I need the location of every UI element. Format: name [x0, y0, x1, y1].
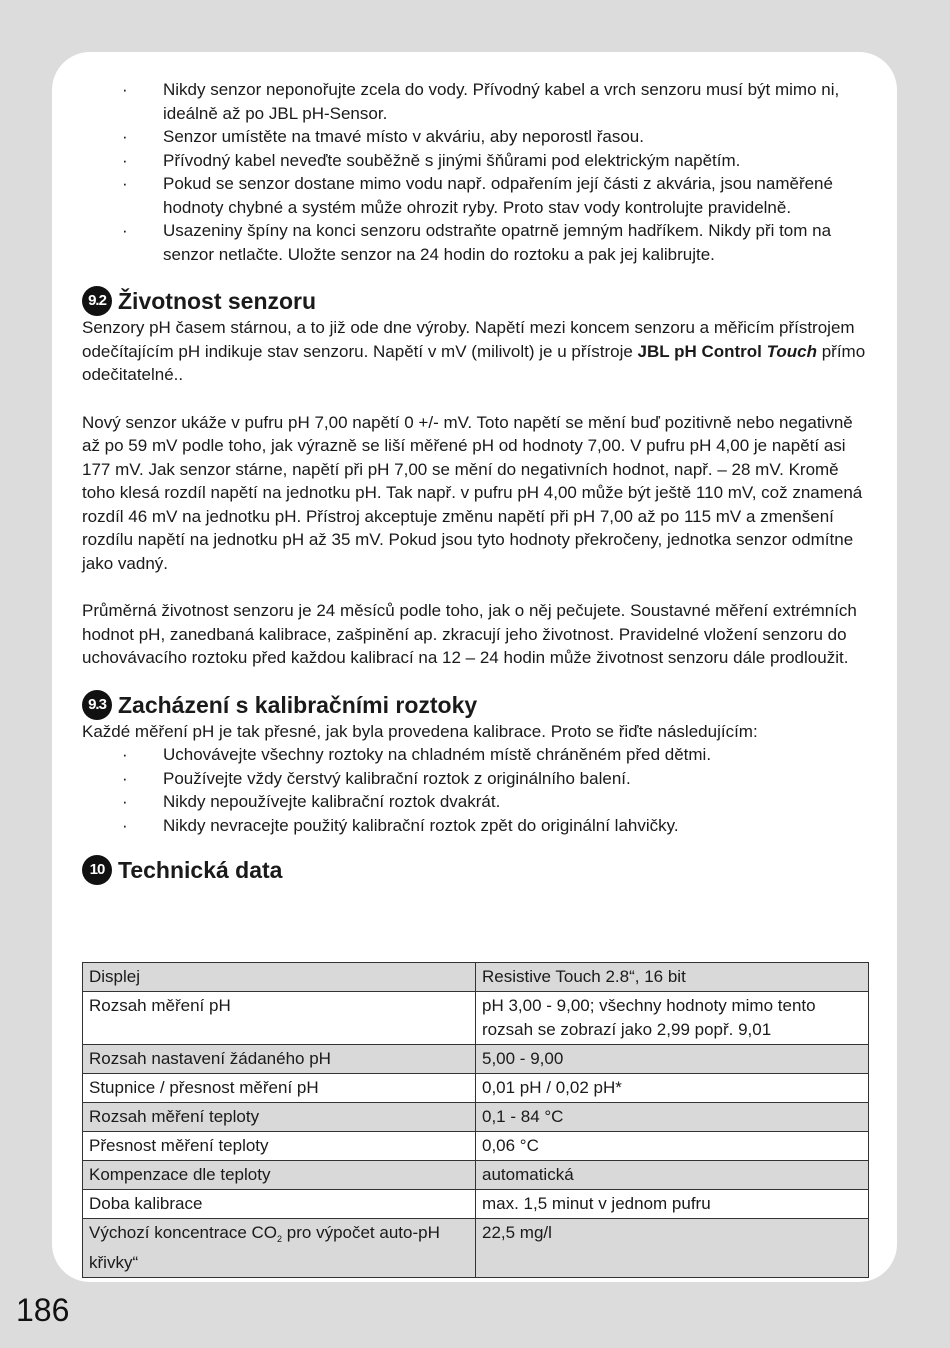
section-number-badge: 9.3	[82, 690, 112, 720]
table-cell-label: Přesnost měření teploty	[83, 1132, 476, 1161]
table-row	[83, 1103, 869, 1132]
paragraph: Nový senzor ukáže v pufru pH 7,00 napětí 0 +/- mV. Toto napětí se mění buď pozitivně nebo negativně až po 59 mV podle toho, jak výrazně se liší měřené pH od hodnoty 7,00. V pufru pH 4,00 je napětí asi 177 mV. Jak senzor stárne, napětí při pH 7,00 se mění do negativních hodnot, např. – 28 mV. Kromě toho klesá rozdíl napětí na jednotku pH. Tak např. v pufru pH 4,00 může být ještě 110 mV, což znamená rozdíl 46 mV na jednotku pH. Přístroj akceptuje změnu napětí při pH 7,00 až po 115 mV a zmenšení rozdílu napětí na jednotku pH až 35 mV. Pokud jsou tyto hodnoty překročeny, jednotka senzor odmítne jako vadný.	[82, 412, 863, 573]
section-heading-10	[82, 855, 872, 885]
section-title: Životnost senzoru	[118, 288, 317, 314]
table-cell-value: 0,06 °C	[476, 1132, 869, 1161]
technical-data-table	[82, 962, 869, 1278]
table-cell-label: Kompenzace dle teploty	[83, 1161, 476, 1190]
section-number-badge: 9.2	[82, 286, 112, 316]
list-item: · Pokud se senzor dostane mimo vodu např. odpařením její části z akvária, jsou naměřené hodnoty chybné a systém může ohrozit ryby. Proto stav vody kontrolujte pravidelně.	[82, 172, 872, 219]
paragraph-text: Senzory pH časem stárnou, a to již ode dne výroby. Napětí mezi koncem senzoru a měřicím přístrojem odečítajícím pH indikuje stav senzoru. Napětí v mV (milivolt) je u přístroje	[82, 318, 855, 361]
list-item: · Nikdy nepoužívejte kalibrační roztok dvakrát.	[82, 790, 872, 814]
table-cell-label: Rozsah měření pH	[83, 992, 476, 1045]
table-cell-value: automatická	[476, 1161, 869, 1190]
table-row	[83, 1219, 869, 1278]
section-title: Technická data	[118, 857, 283, 883]
table-cell-label	[83, 1219, 476, 1278]
table-row	[83, 1045, 869, 1074]
table-row	[83, 1190, 869, 1219]
table-cell-label: Doba kalibrace	[83, 1190, 476, 1219]
intro-bullet-list	[82, 78, 872, 266]
page-content	[82, 78, 872, 885]
table-row	[83, 1161, 869, 1190]
page-number: 186	[16, 1292, 70, 1328]
brand-name: JBL pH Control	[637, 341, 767, 361]
section-heading-9-3	[82, 690, 872, 720]
calibration-bullet-list	[82, 743, 872, 837]
table-cell-value: pH 3,00 - 9,00; všechny hodnoty mimo tento rozsah se zobrazí jako 2,99 popř. 9,01	[476, 992, 869, 1045]
table-cell-label: Displej	[83, 963, 476, 992]
list-item: · Senzor umístěte na tmavé místo v akváriu, aby neporostl řasou.	[82, 125, 872, 149]
paragraph-text: přímo odečitatelné..	[82, 341, 866, 384]
table-cell-value: 5,00 - 9,00	[476, 1045, 869, 1074]
list-item: · Nikdy nevracejte použitý kalibrační roztok zpět do originální lahvičky.	[82, 814, 872, 838]
table-cell-value: 0,1 - 84 °C	[476, 1103, 869, 1132]
table-cell-label: Stupnice / přesnost měření pH	[83, 1074, 476, 1103]
table-cell-label: Rozsah nastavení žádaného pH	[83, 1045, 476, 1074]
section-title: Zacházení s kalibračními roztoky	[118, 691, 478, 718]
list-item: · Používejte vždy čerstvý kalibrační roztok z originálního balení.	[82, 767, 872, 791]
table-row	[83, 992, 869, 1045]
list-item: · Uchovávejte všechny roztoky na chladném místě chráněném před dětmi.	[82, 743, 872, 767]
section-number-badge: 10	[82, 855, 112, 885]
table-row	[83, 963, 869, 992]
table-cell-label: Rozsah měření teploty	[83, 1103, 476, 1132]
list-item: · Nikdy senzor neponořujte zcela do vody. Přívodný kabel a vrch senzoru musí být mimo ni, ideálně až po JBL pH-Sensor.	[82, 78, 872, 125]
paragraph: Každé měření pH je tak přesné, jak byla provedena kalibrace. Proto se řiďte následujícím:	[82, 721, 758, 741]
list-item: · Přívodný kabel neveďte souběžně s jinými šňůrami pod elektrickým napětím.	[82, 149, 872, 173]
brand-name-italic: Touch	[766, 341, 817, 361]
table-cell-value: 22,5 mg/l	[476, 1219, 869, 1278]
subscript: 2	[277, 1234, 283, 1244]
paragraph	[82, 316, 872, 387]
label-text: Výchozí koncentrace CO	[89, 1223, 278, 1242]
table-cell-value: Resistive Touch 2.8“, 16 bit	[476, 963, 869, 992]
section-heading-9-2	[82, 286, 872, 316]
label-text: pro výpočet auto-pH křivky“	[89, 1223, 440, 1272]
table-cell-value: max. 1,5 minut v jednom pufru	[476, 1190, 869, 1219]
table-cell-value: 0,01 pH / 0,02 pH*	[476, 1074, 869, 1103]
table-row	[83, 1132, 869, 1161]
list-item: · Usazeniny špíny na konci senzoru odstraňte opatrně jemným hadříkem. Nikdy při tom na senzor netlačte. Uložte senzor na 24 hodin do roztoku a pak jej kalibrujte.	[82, 219, 872, 266]
paragraph: Průměrná životnost senzoru je 24 měsíců podle toho, jak o něj pečujete. Soustavné měření extrémních hodnot pH, zanedbaná kalibrace, zašpinění ap. zkracují jeho životnost. Pravidelné vložení senzoru do uchovávacího roztoku před každou kalibrací na 12 – 24 hodin může životnost senzoru dále prodloužit.	[82, 601, 857, 667]
table-row	[83, 1074, 869, 1103]
